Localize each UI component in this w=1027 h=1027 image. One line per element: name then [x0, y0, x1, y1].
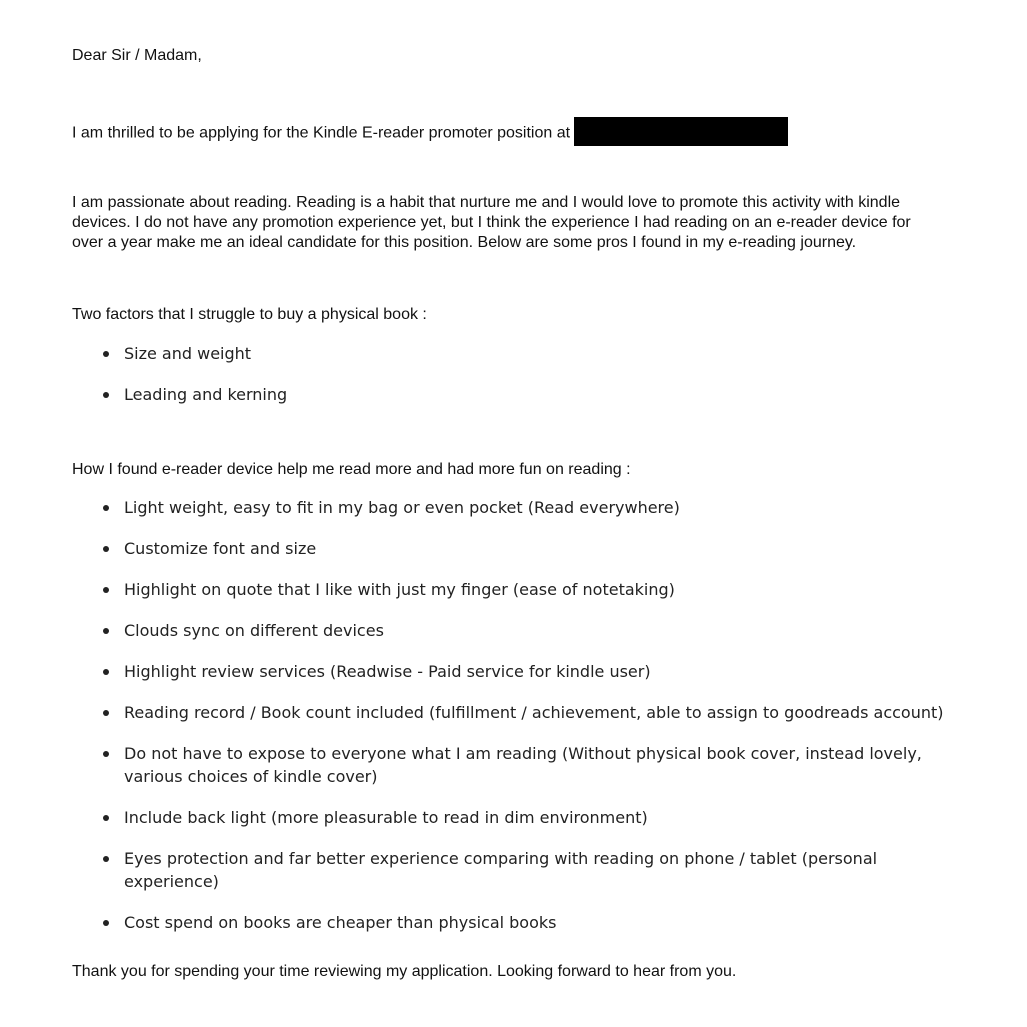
list-item-text: Clouds sync on different devices	[124, 621, 384, 640]
intro-text: I am thrilled to be applying for the Kindle E-reader promoter position at	[72, 124, 571, 142]
list-item-text: Reading record / Book count included (fulfillment / achievement, able to assign to goodreads account)	[124, 703, 944, 722]
list-item	[72, 847, 972, 893]
bullet-icon	[103, 710, 109, 716]
list-item-text: Size and weight	[124, 344, 252, 363]
benefits-list	[72, 496, 972, 952]
list-item	[72, 660, 972, 683]
struggle-heading: Two factors that I struggle to buy a physical book :	[72, 306, 427, 323]
closing-line: Thank you for spending your time reviewing my application. Looking forward to hear from you.	[72, 963, 737, 980]
list-item	[72, 578, 972, 601]
list-item-text: Do not have to expose to everyone what I am reading (Without physical book cover, instead lovely, various choices of kindle cover)	[124, 744, 922, 786]
bullet-icon	[103, 351, 109, 357]
bullet-icon	[103, 815, 109, 821]
bullet-icon	[103, 920, 109, 926]
list-item-text: Customize font and size	[124, 539, 317, 558]
list-item	[72, 496, 972, 519]
list-item-text: Cost spend on books are cheaper than physical books	[124, 913, 557, 932]
greeting: Dear Sir / Madam,	[72, 47, 202, 64]
passion-line: I am passionate about reading. Reading is a habit that nurture me and I would love to promote this activity with kindle	[72, 194, 901, 211]
bullet-icon	[103, 546, 109, 552]
redacted-company-block	[574, 117, 788, 146]
list-item	[72, 742, 972, 788]
list-item-text: Highlight review services (Readwise - Paid service for kindle user)	[124, 662, 651, 681]
bullet-icon	[103, 669, 109, 675]
list-item	[72, 537, 972, 560]
list-item	[72, 342, 972, 365]
list-item-text: Leading and kerning	[124, 385, 288, 404]
list-item-text: Eyes protection and far better experience comparing with reading on phone / tablet (personal experience)	[124, 849, 878, 891]
bullet-icon	[103, 392, 109, 398]
list-item-text: Highlight on quote that I like with just my finger (ease of notetaking)	[124, 580, 675, 599]
list-item-text: Light weight, easy to fit in my bag or even pocket (Read everywhere)	[124, 498, 680, 517]
bullet-icon	[103, 628, 109, 634]
list-item	[72, 619, 972, 642]
bullet-icon	[103, 587, 109, 593]
list-item	[72, 806, 972, 829]
passion-paragraph	[72, 193, 982, 253]
struggle-list	[72, 342, 972, 424]
bullet-icon	[103, 751, 109, 757]
list-item	[72, 383, 972, 406]
bullet-icon	[103, 856, 109, 862]
list-item	[72, 701, 972, 724]
intro-paragraph	[72, 119, 788, 148]
passion-line: over a year make me an ideal candidate for this position. Below are some pros I found in my e-reading journey.	[72, 234, 857, 251]
list-item	[72, 911, 972, 934]
list-item-text: Include back light (more pleasurable to read in dim environment)	[124, 808, 648, 827]
benefits-heading: How I found e-reader device help me read more and had more fun on reading :	[72, 461, 631, 478]
passion-line: devices. I do not have any promotion experience yet, but I think the experience I had reading on an e-reader device for	[72, 214, 911, 231]
bullet-icon	[103, 505, 109, 511]
